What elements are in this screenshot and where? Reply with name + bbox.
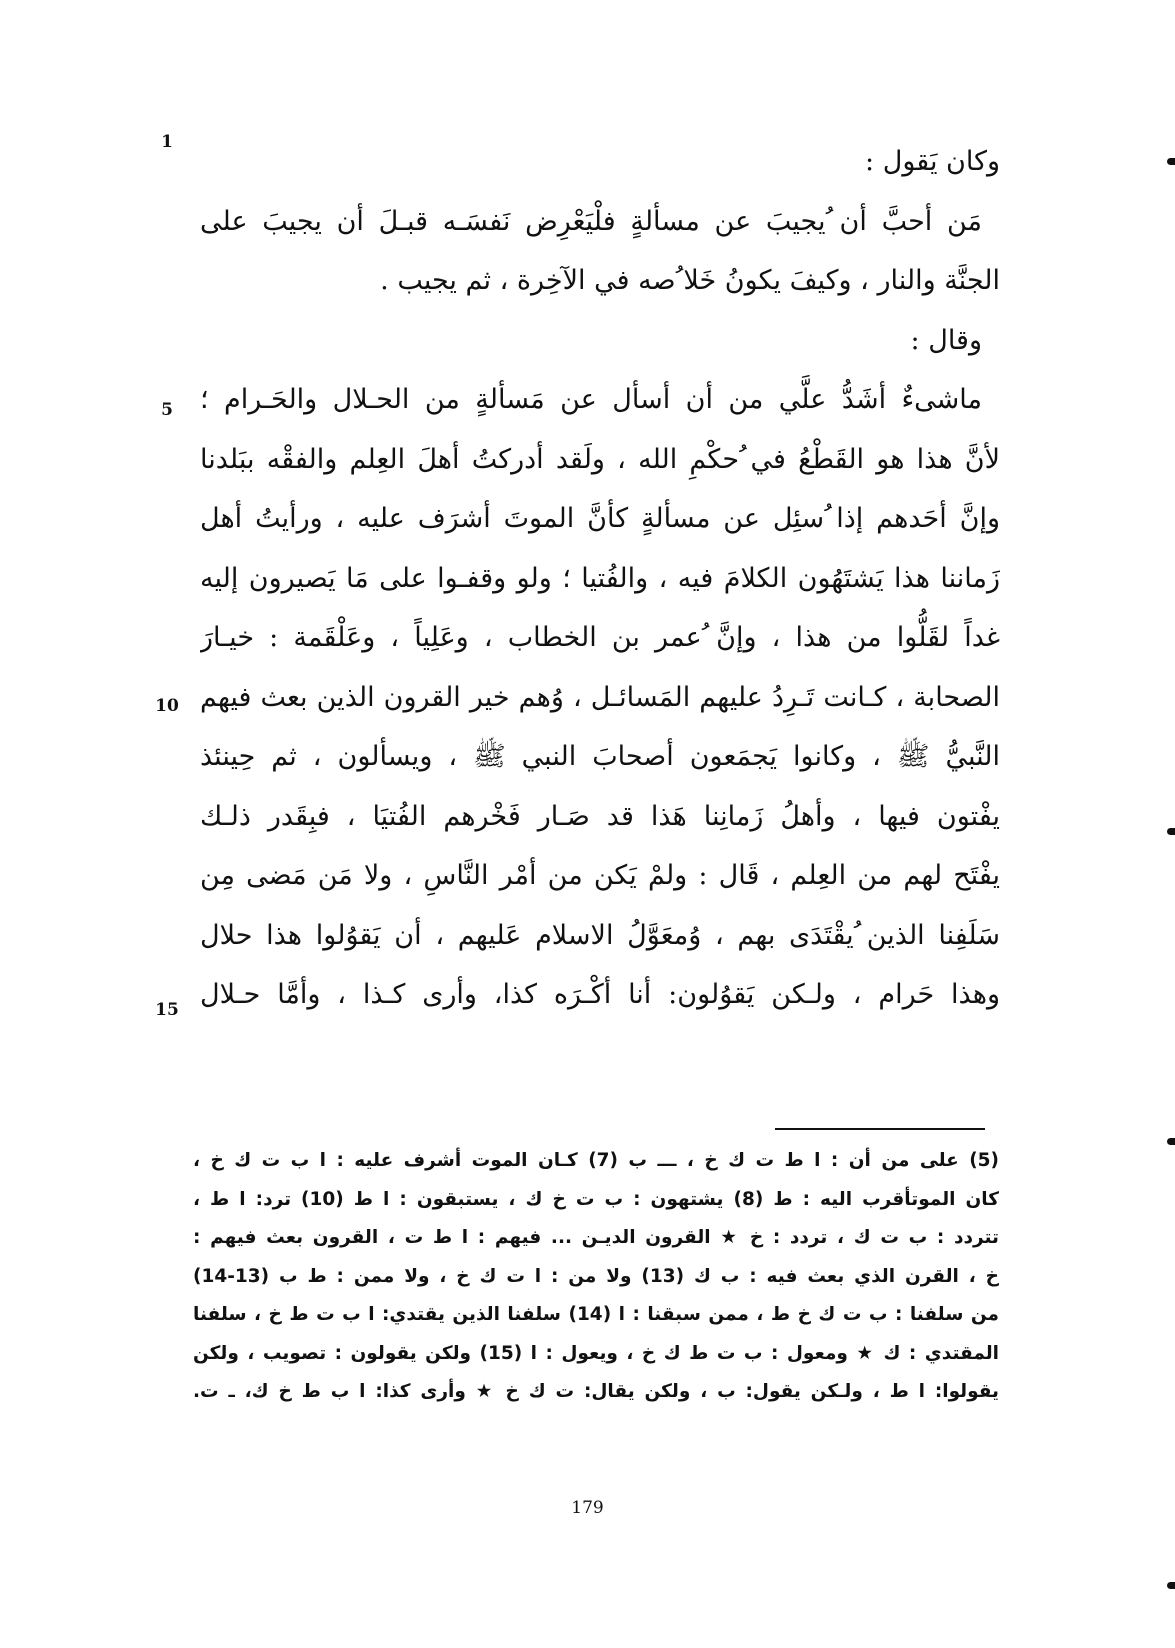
text-line: ُيفْتون فيها ، وأهلُ زَمانِنا هَذا قد صَـار فَخْرهم الفُتيَا ، فبِقَدر ذلـك <box>200 800 1000 832</box>
footnote-separator <box>775 1128 985 1130</box>
text-line: لأنَّ هذا هو القَطْعُ في ُحكْمِ الله ، ولَقد أدركتُ أهلَ العِلم والفقْه ببَلدنا <box>200 443 1000 475</box>
text-line: وقال : <box>910 324 982 356</box>
scan-edge-mark <box>1167 828 1175 835</box>
text-line: مَن أحبَّ أن ُيجيبَ عن مسألةٍ فلْيَعْرِض نَفسَـه قبـلَ أن يجيبَ على <box>200 205 982 237</box>
footnote-line: يقولوا: ا ط ، ولـكن يقول: ب ، ولكن يقال: ت ك خ ★ وأرى كذا: ا ب ط خ ك، ـ ت. <box>193 1381 999 1402</box>
text-line: ماشىءٌ أشَدُّ علَّي من أن أسأل عن مَسألةٍ من الحـلال والحَـرام ؛ <box>200 384 982 415</box>
text-line: ُيفْتَح لهم من العِلم ، قَال : ولمْ يَكن من أمْر النَّاسِ ، ولا مَن مَضى مِن <box>200 860 1000 891</box>
footnote-line: خ ، القرن الذي بعث فيه : ب ك (13) ولا من : ا ت ك خ ، ولا ممن : ط ب (13-14) <box>193 1265 999 1287</box>
scan-edge-mark <box>1167 1138 1175 1145</box>
footnote-line: من سلفنا : ب ت ك خ ط ، ممن سبقنا : ا (14) سلفنا الذين يقتدي: ا ب ت ط خ ، سلفنا <box>193 1304 999 1325</box>
text-line: غداً لقَلُّوا من هذا ، وإنَّ ُعمر بن الخطاب ، وعَلِياً ، وعَلْقَمة : خيـارَ <box>200 622 1000 653</box>
scan-edge-mark <box>1167 1582 1175 1589</box>
text-line: الجنَّة والنار ، وكيفَ يكونُ خَلا ُصه في الآخِرة ، ثم يجيب . <box>380 265 1000 296</box>
line-number: 15 <box>155 1000 179 1020</box>
page-number: 179 <box>571 1498 604 1518</box>
footnotes <box>193 1142 999 1412</box>
footnote-line: كان الموتأقرب اليه : ط (8) يشتهون : ب ت خ ك ، يستبقون : ا ط (10) ترد: ا ط ، <box>193 1188 999 1210</box>
text-line: وكان يَقول : <box>865 146 1000 177</box>
footnote-line: تتردد : ب ت ك ، تردد : خ ★ القرون الديـن ... فيهم : ا ط ت ، القرون بعث فيهم : <box>193 1227 999 1248</box>
line-number: 1 <box>161 132 173 152</box>
text-line: الصحابة ، كـانت تَـرِدُ عليهم المَسائـل ، وُهم خير القرون الذين بعث فيهم <box>200 681 1000 713</box>
text-line: سَلَفِنا الذين ُيقْتَدَى بهم ، وُمعَوَّلُ الاسلام عَليهم ، أن يَقوُلوا هذا حلال <box>200 919 1000 951</box>
text-line: وإنَّ أحَدهم إذا ُسئِل عن مسألةٍ كأنَّ الموتَ أشرَف عليه ، ورأيتُ أهل <box>200 503 1000 534</box>
text-line: وهذا حَرام ، ولـكن يَقوُلون: أنا أكْـرَه كذا، وأرى كـذا ، وأمَّا حـلال <box>200 979 1000 1010</box>
text-line: زَماننا هذا يَشتَهُون الكلامَ فيه ، والفُتيا ؛ ولو وقفـوا على مَا يَصيرون إليه <box>200 562 1000 594</box>
footnote-line: (5) على من أن : ا ط ت ك خ ، ـــ ب (7) كـان الموت أشرف عليه : ا ب ت ك خ ، <box>193 1150 999 1171</box>
footnote-line: المقتدي : ك ★ ومعول : ب ت ط ك خ ، ويعول : ا (15) ولكن يقولون : تصويب ، ولكن <box>193 1342 999 1364</box>
line-number: 5 <box>161 400 173 420</box>
main-text <box>200 132 1000 1025</box>
text-line: النَّبيُّ ﷺ ، وكانوا يَجمَعون أصحابَ النبي ﷺ ، ويسألون ، ثم حِينئذ <box>200 741 1000 772</box>
line-number: 10 <box>155 696 179 716</box>
scan-edge-mark <box>1167 158 1175 165</box>
